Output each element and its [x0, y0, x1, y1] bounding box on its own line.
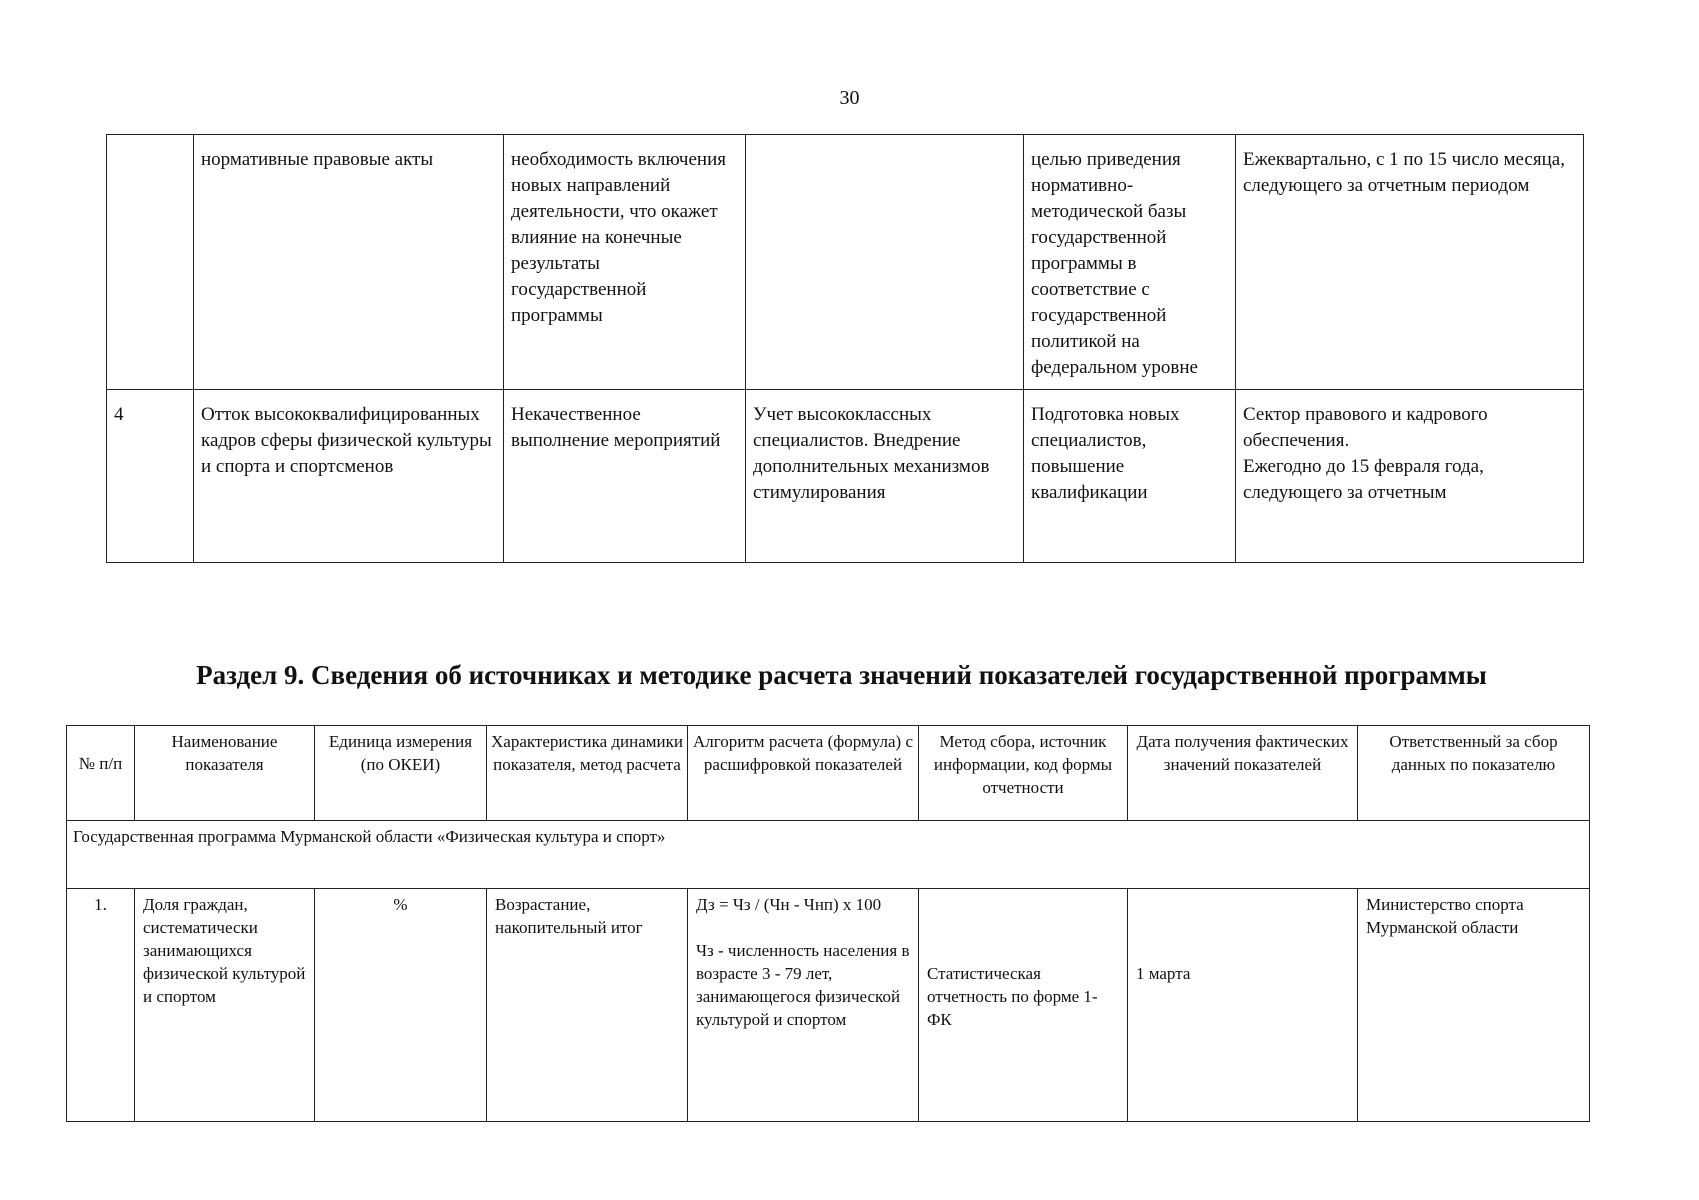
- goal-cell: целью приведения нормативно-методической базы государственной программы в соответствие с государственной политикой на федеральном уровне: [1024, 135, 1236, 390]
- measures-cell: [746, 135, 1024, 390]
- header-date: Дата получения фактических значений показателей: [1128, 726, 1358, 821]
- header-num: [67, 726, 135, 821]
- responsible-cell: Ежеквартально, с 1 по 15 число месяца, следующего за отчетным периодом: [1236, 135, 1584, 390]
- responsible-deadline: Ежегодно до 15 февраля года, следующего за отчетным: [1243, 456, 1484, 503]
- risk-cell: нормативные правовые акты: [194, 135, 504, 390]
- indicator-name: Доля граждан, систематически занимающихся физической культурой и спортом: [135, 889, 315, 1122]
- header-responsible: Ответственный за сбор данных по показателю: [1358, 726, 1590, 821]
- formula-explanation: Чз - численность населения в возрасте 3 - 79 лет, занимающегося физической культурой и спортом: [696, 941, 910, 1029]
- goal-cell: Подготовка новых специалистов, повышение квалификации: [1024, 390, 1236, 563]
- risk-table: [106, 134, 1584, 563]
- header-algorithm: Алгоритм расчета (формула) с расшифровкой показателей: [688, 726, 919, 821]
- consequence-cell: Некачественное выполнение мероприятий: [504, 390, 746, 563]
- responsible-unit: Сектор правового и кадрового обеспечения.: [1243, 404, 1488, 451]
- indicator-algorithm: [688, 889, 919, 1122]
- header-method: Метод сбора, источник информации, код формы отчетности: [919, 726, 1128, 821]
- header-num-text: № п/п: [78, 754, 123, 773]
- measures-cell: Учет высококлассных специалистов. Внедрение дополнительных механизмов стимулирования: [746, 390, 1024, 563]
- responsible-cell: [1236, 390, 1584, 563]
- risk-cell: Отток высококвалифицированных кадров сферы физической культуры и спорта и спортсменов: [194, 390, 504, 563]
- method-text: Статистическая отчетность по форме 1-ФК: [927, 964, 1098, 1029]
- page-number: 30: [839, 87, 860, 109]
- header-name: Наименование показателя: [135, 726, 315, 821]
- header-unit: Единица измерения (по ОКЕИ): [315, 726, 487, 821]
- section-title: Раздел 9. Сведения об источниках и методике расчета значений показателей государственной программы: [196, 660, 1487, 690]
- table-row: [107, 135, 1584, 390]
- formula: Дз = Чз / (Чн - Чнп) х 100: [696, 895, 882, 914]
- row-number: 1.: [67, 889, 135, 1122]
- header-dynamics: Характеристика динамики показателя, метод расчета: [487, 726, 688, 821]
- indicators-table: [66, 725, 1590, 1122]
- indicator-date: [1128, 889, 1358, 1122]
- consequence-cell: необходимость включения новых направлений деятельности, что окажет влияние на конечные результаты государственной программы: [504, 135, 746, 390]
- date-text: 1 марта: [1136, 964, 1191, 983]
- program-title: Государственная программа Мурманской области «Физическая культура и спорт»: [67, 821, 1590, 889]
- indicator-responsible: Министерство спорта Мурманской области: [1358, 889, 1590, 1122]
- row-number: [107, 135, 194, 390]
- indicator-unit: %: [315, 889, 487, 1122]
- header-row: [67, 726, 1590, 821]
- table-row: [67, 889, 1590, 1122]
- indicator-method: [919, 889, 1128, 1122]
- table-row: [107, 390, 1584, 563]
- indicator-dynamics: Возрастание, накопительный итог: [487, 889, 688, 1122]
- row-number: 4: [107, 390, 194, 563]
- program-row: [67, 821, 1590, 889]
